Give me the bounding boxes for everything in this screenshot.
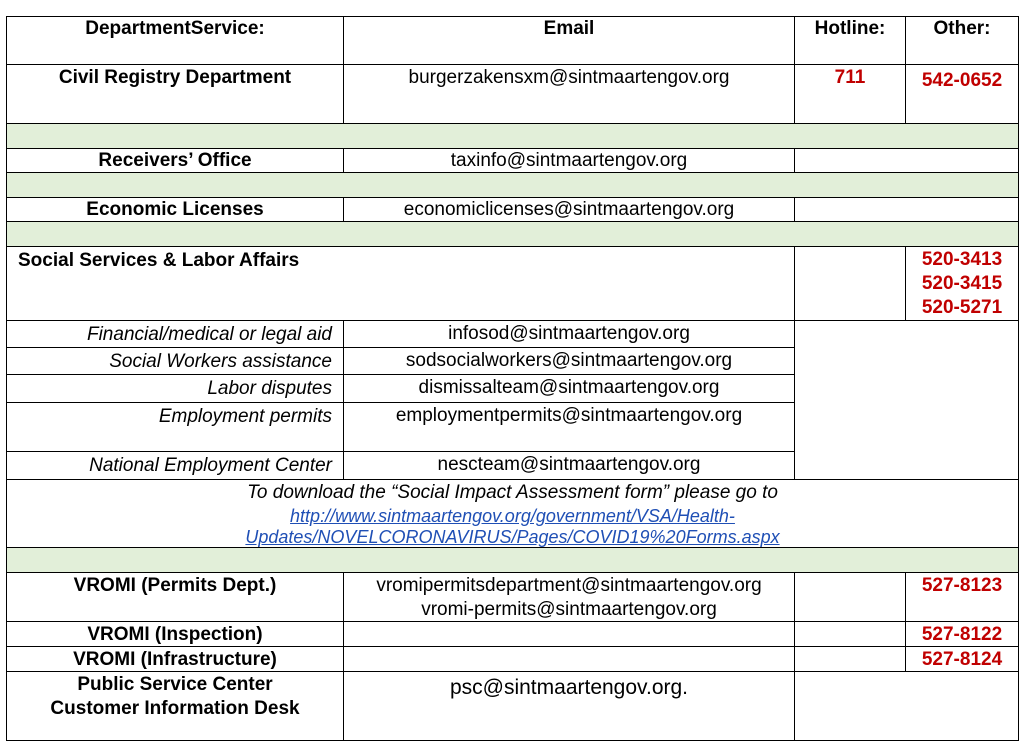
header-department: DepartmentService: — [85, 18, 265, 39]
social-subitem-label: Labor disputes — [207, 378, 332, 399]
table-border-right — [1018, 16, 1019, 741]
row-divider — [6, 172, 1019, 173]
vromi-permits-email[interactable]: vromipermitsdepartment@sintmaartengov.org — [376, 575, 762, 596]
vromi-permits-other: 527-8123 — [921, 575, 1003, 596]
header-email: Email — [543, 18, 595, 39]
civil-registry-name: Civil Registry Department — [58, 67, 292, 88]
header-hotline: Hotline: — [814, 18, 886, 39]
social-phone: 520-3413 — [921, 249, 1003, 270]
social-subitem-label: Financial/medical or legal aid — [86, 324, 332, 345]
column-divider — [343, 572, 344, 741]
row-divider — [6, 148, 1019, 149]
vromi-permits-email[interactable]: vromi-permits@sintmaartengov.org — [421, 599, 717, 620]
psc-name: Customer Information Desk — [50, 698, 300, 719]
social-subitem-email[interactable]: employmentpermits@sintmaartengov.org — [395, 405, 743, 426]
social-subitem-email[interactable]: nescteam@sintmaartengov.org — [437, 454, 701, 475]
social-subitem-email[interactable]: dismissalteam@sintmaartengov.org — [418, 377, 720, 398]
vromi-permits-name: VROMI (Permits Dept.) — [73, 575, 277, 596]
table-border-bottom — [6, 740, 1019, 741]
economic-email[interactable]: economiclicenses@sintmaartengov.org — [403, 199, 735, 220]
social-subitem-label: National Employment Center — [89, 455, 332, 476]
separator-band — [7, 222, 1018, 246]
download-note: To download the “Social Impact Assessment form” please go to — [247, 482, 778, 503]
vromi-infra-name: VROMI (Infrastructure) — [73, 649, 277, 670]
form-download-link[interactable]: Updates/NOVELCORONAVIRUS/Pages/COVID19%20Forms.aspx — [245, 527, 780, 547]
social-phone: 520-5271 — [921, 297, 1003, 318]
header-other: Other: — [933, 18, 991, 39]
table-border-top — [6, 16, 1019, 17]
civil-registry-other: 542-0652 — [921, 70, 1003, 91]
row-divider — [6, 64, 1019, 65]
psc-email[interactable]: psc@sintmaartengov.org. — [449, 676, 689, 699]
row-divider — [6, 347, 794, 348]
separator-band — [7, 173, 1018, 197]
separator-band — [7, 124, 1018, 148]
receivers-email[interactable]: taxinfo@sintmaartengov.org — [450, 150, 688, 171]
row-divider — [6, 221, 1019, 222]
row-divider — [6, 646, 1019, 647]
vromi-inspection-other: 527-8122 — [921, 624, 1003, 645]
social-phone: 520-3415 — [921, 273, 1003, 294]
vromi-infra-other: 527-8124 — [921, 649, 1003, 670]
form-download-link[interactable]: http://www.sintmaartengov.org/government/VSA/Health- — [290, 506, 735, 526]
social-subitem-label: Social Workers assistance — [109, 351, 332, 372]
separator-band — [7, 548, 1018, 572]
column-divider — [794, 197, 795, 222]
column-divider — [794, 572, 795, 741]
row-divider — [6, 572, 1019, 573]
social-name: Social Services & Labor Affairs — [18, 250, 300, 271]
receivers-name: Receivers’ Office — [98, 150, 252, 171]
row-divider — [6, 621, 1019, 622]
psc-name: Public Service Center — [77, 674, 273, 695]
row-divider — [6, 320, 1019, 321]
civil-registry-hotline: 711 — [834, 67, 866, 88]
row-divider — [6, 451, 794, 452]
row-divider — [6, 479, 1019, 480]
row-divider — [6, 671, 1019, 672]
row-divider — [6, 197, 1019, 198]
social-subitem-email[interactable]: infosod@sintmaartengov.org — [448, 323, 690, 344]
column-divider — [794, 148, 795, 173]
row-divider — [6, 246, 1019, 247]
economic-name: Economic Licenses — [86, 199, 264, 220]
row-divider — [6, 402, 794, 403]
column-divider — [794, 246, 795, 480]
social-subitem-email[interactable]: sodsocialworkers@sintmaartengov.org — [405, 350, 733, 371]
civil-registry-email[interactable]: burgerzakensxm@sintmaartengov.org — [408, 67, 730, 88]
row-divider — [6, 123, 1019, 124]
row-divider — [6, 374, 794, 375]
vromi-inspection-name: VROMI (Inspection) — [87, 624, 263, 645]
social-subitem-label: Employment permits — [158, 406, 332, 427]
